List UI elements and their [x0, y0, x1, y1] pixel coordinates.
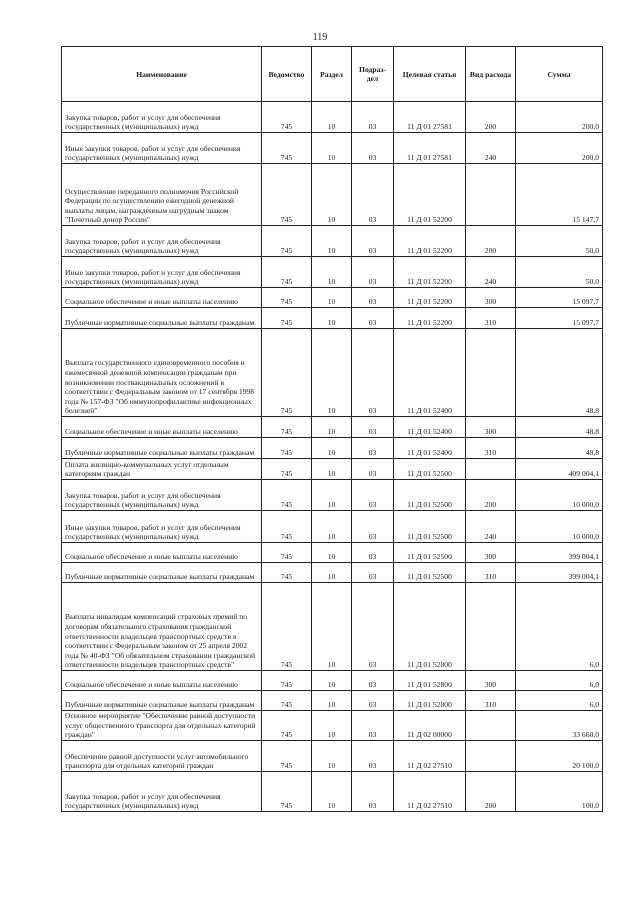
row-exp-type — [466, 711, 516, 741]
row-section: 10 — [312, 133, 352, 164]
table-row — [62, 438, 603, 459]
row-dept: 745 — [262, 417, 312, 438]
row-exp-type: 240 — [466, 257, 516, 288]
row-section: 10 — [312, 417, 352, 438]
row-amount: 200,0 — [516, 102, 603, 133]
row-subsection: 03 — [352, 133, 394, 164]
row-amount: 10 000,0 — [516, 511, 603, 543]
row-name: Закупка товаров, работ и услуг для обеспечения государственных (муниципальных) нужд — [62, 480, 262, 511]
row-name: Иные закупки товаров, работ и услуг для обеспечения государственных (муниципальных) нужд — [62, 133, 262, 164]
row-dept: 745 — [262, 480, 312, 511]
row-amount: 15 097,7 — [516, 308, 603, 329]
row-subsection: 03 — [352, 543, 394, 563]
row-amount: 399 004,1 — [516, 543, 603, 563]
row-target: 11 Д 01 52400 — [394, 329, 466, 417]
table-row — [62, 691, 603, 711]
row-amount: 48,8 — [516, 417, 603, 438]
row-target: 11 Д 01 52500 — [394, 480, 466, 511]
row-dept: 745 — [262, 563, 312, 583]
row-exp-type — [466, 459, 516, 480]
row-target: 11 Д 02 27510 — [394, 741, 466, 772]
row-name: Социальное обеспечение и иные выплаты населению — [62, 671, 262, 691]
row-name: Закупка товаров, работ и услуг для обеспечения государственных (муниципальных) нужд — [62, 772, 262, 812]
row-dept: 745 — [262, 711, 312, 741]
row-subsection: 03 — [352, 417, 394, 438]
row-target: 11 Д 01 52800 — [394, 583, 466, 671]
row-name: Оплата жилищно-коммунальных услуг отдельным категориям граждан — [62, 459, 262, 480]
row-exp-type: 310 — [466, 438, 516, 459]
row-dept: 745 — [262, 583, 312, 671]
row-name: Социальное обеспечение и иные выплаты населению — [62, 288, 262, 308]
row-subsection: 03 — [352, 563, 394, 583]
row-target: 11 Д 01 52500 — [394, 543, 466, 563]
row-subsection: 03 — [352, 438, 394, 459]
row-dept: 745 — [262, 691, 312, 711]
row-section: 10 — [312, 671, 352, 691]
row-target: 11 Д 01 52800 — [394, 671, 466, 691]
row-exp-type: 200 — [466, 772, 516, 812]
row-dept: 745 — [262, 308, 312, 329]
row-section: 10 — [312, 257, 352, 288]
table-row — [62, 164, 603, 226]
row-target: 11 Д 01 52200 — [394, 288, 466, 308]
budget-table — [61, 46, 603, 812]
row-exp-type — [466, 583, 516, 671]
row-exp-type — [466, 329, 516, 417]
row-subsection: 03 — [352, 257, 394, 288]
row-amount: 6,0 — [516, 583, 603, 671]
row-target: 11 Д 01 52200 — [394, 226, 466, 257]
row-target: 11 Д 01 52200 — [394, 257, 466, 288]
row-section: 10 — [312, 772, 352, 812]
row-exp-type: 300 — [466, 671, 516, 691]
row-section: 10 — [312, 288, 352, 308]
row-subsection: 03 — [352, 583, 394, 671]
row-name: Публичные нормативные социальные выплаты гражданам — [62, 691, 262, 711]
row-section: 10 — [312, 164, 352, 226]
row-target: 11 Д 01 27581 — [394, 102, 466, 133]
row-amount: 33 660,0 — [516, 711, 603, 741]
row-name: Социальное обеспечение и иные выплаты населению — [62, 417, 262, 438]
row-subsection: 03 — [352, 741, 394, 772]
row-subsection: 03 — [352, 671, 394, 691]
row-exp-type: 240 — [466, 133, 516, 164]
row-exp-type: 200 — [466, 480, 516, 511]
row-target: 11 Д 01 27581 — [394, 133, 466, 164]
row-exp-type: 310 — [466, 308, 516, 329]
row-dept: 745 — [262, 257, 312, 288]
row-name: Выплата государственного единовременного пособия и ежемесячной денежной компенсации гражданам при возникновении поствакцинальных осложнений в соответствии с Федеральным законом от 17 сентября 1998 года № 157-ФЗ "Об иммунопрофилактике инфекционных болезней" — [62, 329, 262, 417]
table-row — [62, 459, 603, 480]
row-amount: 6,0 — [516, 671, 603, 691]
row-section: 10 — [312, 583, 352, 671]
row-dept: 745 — [262, 438, 312, 459]
header-dept: Ведомство — [262, 47, 312, 102]
row-name: Социальное обеспечение и иные выплаты населению — [62, 543, 262, 563]
row-amount: 100,0 — [516, 772, 603, 812]
row-target: 11 Д 01 52200 — [394, 164, 466, 226]
header-exp-type: Вид расхода — [466, 47, 516, 102]
row-subsection: 03 — [352, 164, 394, 226]
row-target: 11 Д 01 52500 — [394, 511, 466, 543]
row-amount: 50,0 — [516, 257, 603, 288]
row-amount: 15 147,7 — [516, 164, 603, 226]
row-dept: 745 — [262, 459, 312, 480]
table-row — [62, 308, 603, 329]
row-dept: 745 — [262, 133, 312, 164]
row-amount: 6,0 — [516, 691, 603, 711]
row-amount: 200,0 — [516, 133, 603, 164]
row-section: 10 — [312, 226, 352, 257]
row-name: Публичные нормативные социальные выплаты гражданам — [62, 563, 262, 583]
row-subsection: 03 — [352, 329, 394, 417]
row-amount: 20 100,0 — [516, 741, 603, 772]
row-section: 10 — [312, 102, 352, 133]
header-row — [62, 47, 603, 102]
row-subsection: 03 — [352, 226, 394, 257]
header-subsection: Подраз- дел — [352, 47, 394, 102]
row-target: 11 Д 01 52200 — [394, 308, 466, 329]
row-target: 11 Д 02 00000 — [394, 711, 466, 741]
row-subsection: 03 — [352, 711, 394, 741]
row-dept: 745 — [262, 671, 312, 691]
row-subsection: 03 — [352, 308, 394, 329]
row-exp-type — [466, 164, 516, 226]
table-row — [62, 583, 603, 671]
row-section: 10 — [312, 329, 352, 417]
row-amount: 15 097,7 — [516, 288, 603, 308]
row-name: Выплаты инвалидам компенсаций страховых премий по договорам обязательного страхования гражданской ответственности владельцев транспортных средств в соответствии с Федеральным законом от 25 апреля 2002 года № 40-ФЗ "Об обязательном страховании гражданской ответственности владельцев транспортных средств" — [62, 583, 262, 671]
row-name: Иные закупки товаров, работ и услуг для обеспечения государственных (муниципальных) нужд — [62, 511, 262, 543]
row-dept: 745 — [262, 772, 312, 812]
row-section: 10 — [312, 691, 352, 711]
row-section: 10 — [312, 438, 352, 459]
row-exp-type: 300 — [466, 417, 516, 438]
header-amount: Сумма — [516, 47, 603, 102]
row-subsection: 03 — [352, 691, 394, 711]
row-target: 11 Д 02 27510 — [394, 772, 466, 812]
row-name: Закупка товаров, работ и услуг для обеспечения государственных (муниципальных) нужд — [62, 226, 262, 257]
row-amount: 48,8 — [516, 329, 603, 417]
header-section: Раздел — [312, 47, 352, 102]
row-exp-type: 310 — [466, 691, 516, 711]
row-subsection: 03 — [352, 459, 394, 480]
row-section: 10 — [312, 459, 352, 480]
row-target: 11 Д 01 52500 — [394, 563, 466, 583]
table-row — [62, 329, 603, 417]
row-target: 11 Д 01 52800 — [394, 691, 466, 711]
row-section: 10 — [312, 543, 352, 563]
table-row — [62, 671, 603, 691]
row-exp-type: 310 — [466, 563, 516, 583]
table-row — [62, 417, 603, 438]
row-name: Иные закупки товаров, работ и услуг для обеспечения государственных (муниципальных) нужд — [62, 257, 262, 288]
row-subsection: 03 — [352, 102, 394, 133]
row-name: Публичные нормативные социальные выплаты гражданам — [62, 438, 262, 459]
row-section: 10 — [312, 711, 352, 741]
table-row — [62, 563, 603, 583]
row-dept: 745 — [262, 329, 312, 417]
row-subsection: 03 — [352, 480, 394, 511]
row-dept: 745 — [262, 226, 312, 257]
row-section: 10 — [312, 741, 352, 772]
table-row — [62, 257, 603, 288]
row-exp-type: 300 — [466, 288, 516, 308]
row-amount: 50,0 — [516, 226, 603, 257]
row-name: Публичные нормативные социальные выплаты гражданам — [62, 308, 262, 329]
row-amount: 10 000,0 — [516, 480, 603, 511]
row-exp-type: 300 — [466, 543, 516, 563]
row-amount: 409 004,1 — [516, 459, 603, 480]
table-row — [62, 226, 603, 257]
row-name: Основное мероприятие "Обеспечение равной доступности услуг общественного транспорта для отдельных категорий граждан" — [62, 711, 262, 741]
table-row — [62, 543, 603, 563]
row-dept: 745 — [262, 164, 312, 226]
row-section: 10 — [312, 308, 352, 329]
row-amount: 48,8 — [516, 438, 603, 459]
header-name: Наименование — [62, 47, 262, 102]
row-name: Закупка товаров, работ и услуг для обеспечения государственных (муниципальных) нужд — [62, 102, 262, 133]
row-name: Осуществление переданного полномочия Российской Федерации по осуществлению ежегодной денежной выплаты лицам, награжденным нагрудным знаком "Почетный донор России" — [62, 164, 262, 226]
row-target: 11 Д 01 52500 — [394, 459, 466, 480]
row-subsection: 03 — [352, 511, 394, 543]
header-target: Целевая статья — [394, 47, 466, 102]
table-row — [62, 711, 603, 741]
row-dept: 745 — [262, 543, 312, 563]
row-target: 11 Д 01 52400 — [394, 438, 466, 459]
row-dept: 745 — [262, 102, 312, 133]
table-row — [62, 288, 603, 308]
row-section: 10 — [312, 480, 352, 511]
row-subsection: 03 — [352, 772, 394, 812]
page-number: 119 — [312, 32, 328, 43]
table-row — [62, 511, 603, 543]
table-row — [62, 480, 603, 511]
row-exp-type: 200 — [466, 102, 516, 133]
row-exp-type: 240 — [466, 511, 516, 543]
row-dept: 745 — [262, 741, 312, 772]
row-subsection: 03 — [352, 288, 394, 308]
table-row — [62, 133, 603, 164]
row-section: 10 — [312, 563, 352, 583]
row-target: 11 Д 01 52400 — [394, 417, 466, 438]
row-exp-type: 200 — [466, 226, 516, 257]
row-exp-type — [466, 741, 516, 772]
row-name: Обеспечение равной доступности услуг автомобильного транспорта для отдельных категорий граждан — [62, 741, 262, 772]
row-amount: 399 004,1 — [516, 563, 603, 583]
table-row — [62, 772, 603, 812]
row-dept: 745 — [262, 511, 312, 543]
row-dept: 745 — [262, 288, 312, 308]
table-row — [62, 741, 603, 772]
row-section: 10 — [312, 511, 352, 543]
table-row — [62, 102, 603, 133]
